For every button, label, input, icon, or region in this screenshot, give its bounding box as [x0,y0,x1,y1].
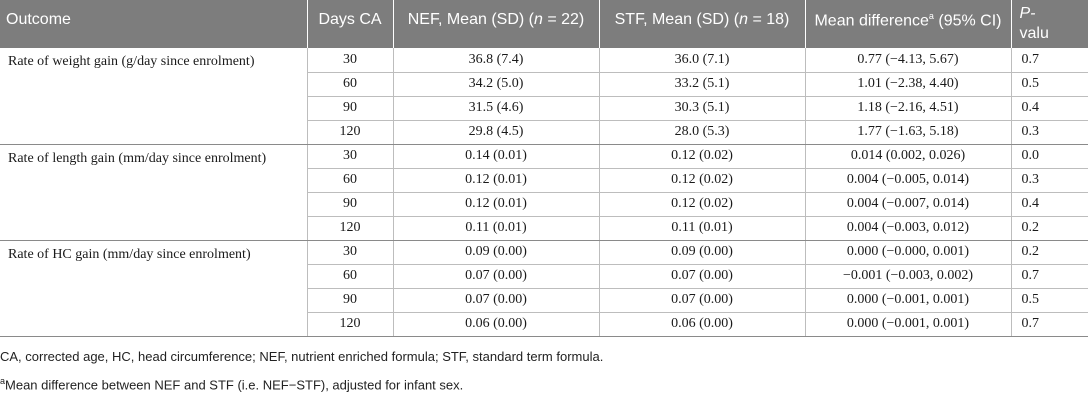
p-value-cell: 0.7 [1011,264,1088,288]
table-row [0,48,1088,72]
nef-cell: 31.5 (4.6) [393,96,599,120]
days-cell: 60 [307,72,393,96]
p-value-cell: 0.7 [1011,312,1088,336]
outcome-cell: Rate of weight gain (g/day since enrolment) [0,48,307,144]
header-stf-n: n [739,11,748,28]
header-nef-prefix: NEF, Mean (SD) ( [407,11,534,28]
nef-cell: 0.14 (0.01) [393,144,599,168]
mean-difference-cell: 0.004 (−0.005, 0.014) [805,168,1011,192]
header-days-ca: Days CA [307,0,393,48]
stf-cell: 0.07 (0.00) [599,288,805,312]
p-value-cell: 0.4 [1011,192,1088,216]
table-body [0,48,1088,336]
p-value-cell: 0.2 [1011,216,1088,240]
header-stf-suffix: = 18) [748,11,790,28]
nef-cell: 0.07 (0.00) [393,264,599,288]
footnote-a [0,372,1088,394]
days-cell: 120 [307,312,393,336]
stf-cell: 28.0 (5.3) [599,120,805,144]
nef-cell: 0.12 (0.01) [393,168,599,192]
mean-difference-cell: −0.001 (−0.003, 0.002) [805,264,1011,288]
table-footnotes [0,348,1088,394]
header-p-line1: P- [1019,5,1036,22]
header-row [0,0,1088,48]
days-cell: 90 [307,96,393,120]
footnote-a-marker: a [0,376,6,386]
days-cell: 30 [307,240,393,264]
stf-cell: 0.12 (0.02) [599,144,805,168]
days-cell: 120 [307,120,393,144]
header-nef-suffix: = 22) [542,11,585,28]
header-nef [393,0,599,48]
days-cell: 60 [307,264,393,288]
mean-difference-cell: 1.77 (−1.63, 5.18) [805,120,1011,144]
stf-cell: 33.2 (5.1) [599,72,805,96]
nef-cell: 0.09 (0.00) [393,240,599,264]
stf-cell: 0.06 (0.00) [599,312,805,336]
header-outcome: Outcome [0,0,307,48]
nef-cell: 0.07 (0.00) [393,288,599,312]
mean-difference-cell: 0.000 (−0.001, 0.001) [805,312,1011,336]
header-p-value [1011,0,1088,48]
mean-difference-cell: 0.014 (0.002, 0.026) [805,144,1011,168]
nef-cell: 0.11 (0.01) [393,216,599,240]
stf-cell: 0.09 (0.00) [599,240,805,264]
p-value-cell: 0.3 [1011,120,1088,144]
header-mean-difference [805,0,1011,48]
stf-cell: 30.3 (5.1) [599,96,805,120]
table-row [0,240,1088,264]
mean-difference-cell: 1.18 (−2.16, 4.51) [805,96,1011,120]
mean-difference-cell: 0.000 (−0.001, 0.001) [805,288,1011,312]
nef-cell: 29.8 (4.5) [393,120,599,144]
days-cell: 30 [307,48,393,72]
footnote-a-text: Mean difference between NEF and STF (i.e. NEF−STF), adjusted for infant sex. [5,377,464,393]
nef-cell: 0.12 (0.01) [393,192,599,216]
p-value-cell: 0.3 [1011,168,1088,192]
nef-cell: 34.2 (5.0) [393,72,599,96]
stf-cell: 36.0 (7.1) [599,48,805,72]
stf-cell: 0.11 (0.01) [599,216,805,240]
mean-difference-cell: 1.01 (−2.38, 4.40) [805,72,1011,96]
days-cell: 90 [307,288,393,312]
days-cell: 60 [307,168,393,192]
table-row [0,144,1088,168]
stf-cell: 0.12 (0.02) [599,168,805,192]
p-value-cell: 0.4 [1011,96,1088,120]
nef-cell: 0.06 (0.00) [393,312,599,336]
days-cell: 90 [307,192,393,216]
days-cell: 120 [307,216,393,240]
p-value-cell: 0.5 [1011,288,1088,312]
footnote-abbreviations: CA, corrected age, HC, head circumference; NEF, nutrient enriched formula; STF, standard term formula. [0,349,604,364]
outcome-cell: Rate of HC gain (mm/day since enrolment) [0,240,307,336]
header-stf-prefix: STF, Mean (SD) ( [614,11,740,28]
mean-difference-cell: 0.000 (−0.000, 0.001) [805,240,1011,264]
nef-cell: 36.8 (7.4) [393,48,599,72]
p-value-cell: 0.5 [1011,72,1088,96]
header-meandiff-label: Mean difference [814,12,929,30]
outcome-cell: Rate of length gain (mm/day since enrolment) [0,144,307,240]
stf-cell: 0.12 (0.02) [599,192,805,216]
header-meandiff-ci: (95% CI) [933,12,1002,30]
header-p-line2: valu [1019,25,1049,42]
mean-difference-cell: 0.004 (−0.003, 0.012) [805,216,1011,240]
p-value-cell: 0.0 [1011,144,1088,168]
p-value-cell: 0.2 [1011,240,1088,264]
days-cell: 30 [307,144,393,168]
p-value-cell: 0.7 [1011,48,1088,72]
header-nef-n: n [533,11,543,28]
header-stf [599,0,805,48]
header-meandiff-sup: a [928,11,934,21]
mean-difference-cell: 0.004 (−0.007, 0.014) [805,192,1011,216]
mean-difference-cell: 0.77 (−4.13, 5.67) [805,48,1011,72]
stf-cell: 0.07 (0.00) [599,264,805,288]
